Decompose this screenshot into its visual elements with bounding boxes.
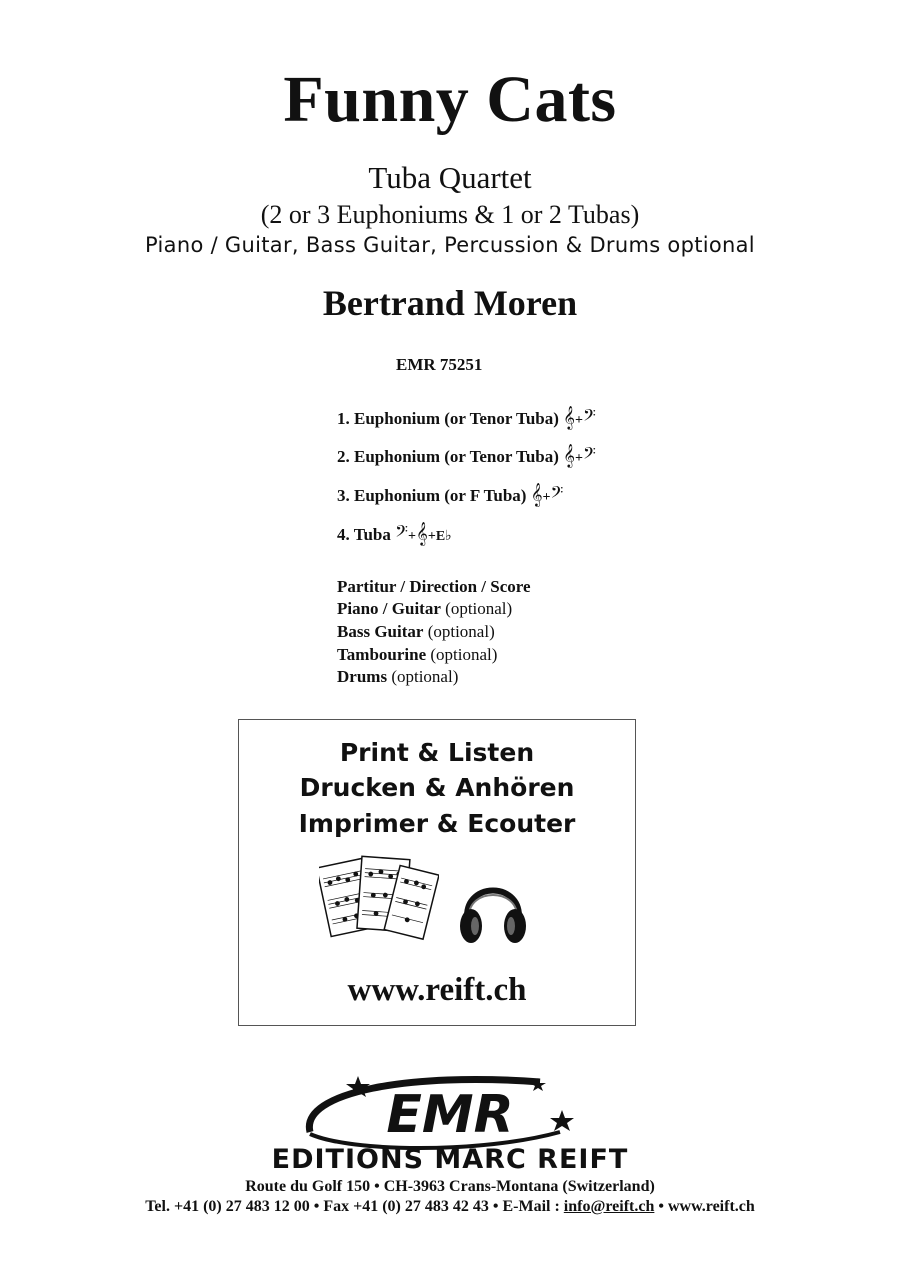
logo-wordmark: EMR — [386, 1085, 514, 1145]
publisher-contact — [0, 1198, 900, 1216]
sheet-music-icon — [319, 850, 439, 945]
plus-sign: + — [574, 413, 583, 428]
plus-sign: + — [542, 490, 551, 505]
plus-sign: + — [408, 529, 416, 544]
catalog-number: EMR 75251 — [396, 355, 483, 374]
promo-line: Print & Listen — [339, 738, 535, 767]
part-item — [337, 405, 596, 429]
subtitle: Tuba Quartet — [368, 160, 532, 195]
extra-part-item — [337, 645, 497, 665]
part-item — [337, 521, 452, 545]
treble-clef-icon: 𝄞 — [563, 405, 575, 429]
part-label: 2. Euphonium (or Tenor Tuba) — [337, 447, 559, 466]
part-item — [337, 482, 563, 506]
treble-clef-icon: 𝄞 — [416, 521, 428, 545]
extra-part-name: Tambourine — [337, 645, 427, 664]
extra-part-note: (optional) — [391, 667, 459, 686]
contact-web: • www.reift.ch — [654, 1198, 755, 1215]
treble-clef-icon: 𝄞 — [563, 443, 575, 467]
promo-line: Imprimer & Ecouter — [298, 809, 576, 838]
print-listen-box — [238, 719, 636, 1026]
extra-part-item — [337, 577, 531, 597]
email-link[interactable]: info@reift.ch — [563, 1198, 655, 1215]
publisher-address: Route du Golf 150 • CH-3963 Crans-Montana (Switzerland) — [245, 1178, 655, 1195]
extra-part-note: (optional) — [427, 622, 495, 641]
extra-part-name: Piano / Guitar — [337, 599, 441, 618]
bass-clef-icon: 𝄢 — [395, 521, 409, 545]
page-title: Funny Cats — [283, 63, 617, 136]
instrumentation: (2 or 3 Euphoniums & 1 or 2 Tubas) — [260, 200, 640, 229]
part-label: 4. Tuba — [337, 525, 391, 544]
website-url: www.reift.ch — [347, 972, 527, 1008]
plus-sign: + — [427, 529, 436, 544]
optional-instruments-line: Piano / Guitar, Bass Guitar, Percussion & Drums optional — [145, 233, 755, 257]
plus-sign: + — [574, 451, 583, 466]
contact-phone-fax: Tel. +41 (0) 27 483 12 00 • Fax +41 (0) 27 483 42 43 • E-Mail : — [145, 1198, 564, 1215]
extra-part-note: (optional) — [445, 599, 513, 618]
extra-part-name: Drums — [337, 667, 388, 686]
emr-logo — [240, 1072, 680, 1172]
composer-name: Bertrand Moren — [322, 283, 578, 323]
bass-clef-icon: 𝄢 — [550, 482, 564, 506]
extra-part-item — [337, 622, 495, 642]
extra-part-name: Bass Guitar — [337, 622, 424, 641]
bass-clef-icon: 𝄢 — [582, 405, 596, 429]
part-label: 1. Euphonium (or Tenor Tuba) — [337, 409, 559, 428]
promo-line: Drucken & Anhören — [299, 773, 575, 802]
treble-clef-icon: 𝄞 — [530, 482, 543, 506]
extra-part-item — [337, 667, 458, 687]
extra-part-item — [337, 599, 512, 619]
extra-part-note: (optional) — [430, 645, 498, 664]
key-e-flat: E♭ — [435, 529, 452, 544]
part-label: 3. Euphonium (or F Tuba) — [337, 486, 527, 505]
part-item — [337, 443, 596, 467]
bass-clef-icon: 𝄢 — [582, 443, 596, 467]
headphones-icon — [457, 870, 529, 950]
publisher-name: EDITIONS MARC REIFT — [271, 1144, 629, 1172]
extra-part-name: Partitur / Direction / Score — [337, 577, 531, 596]
